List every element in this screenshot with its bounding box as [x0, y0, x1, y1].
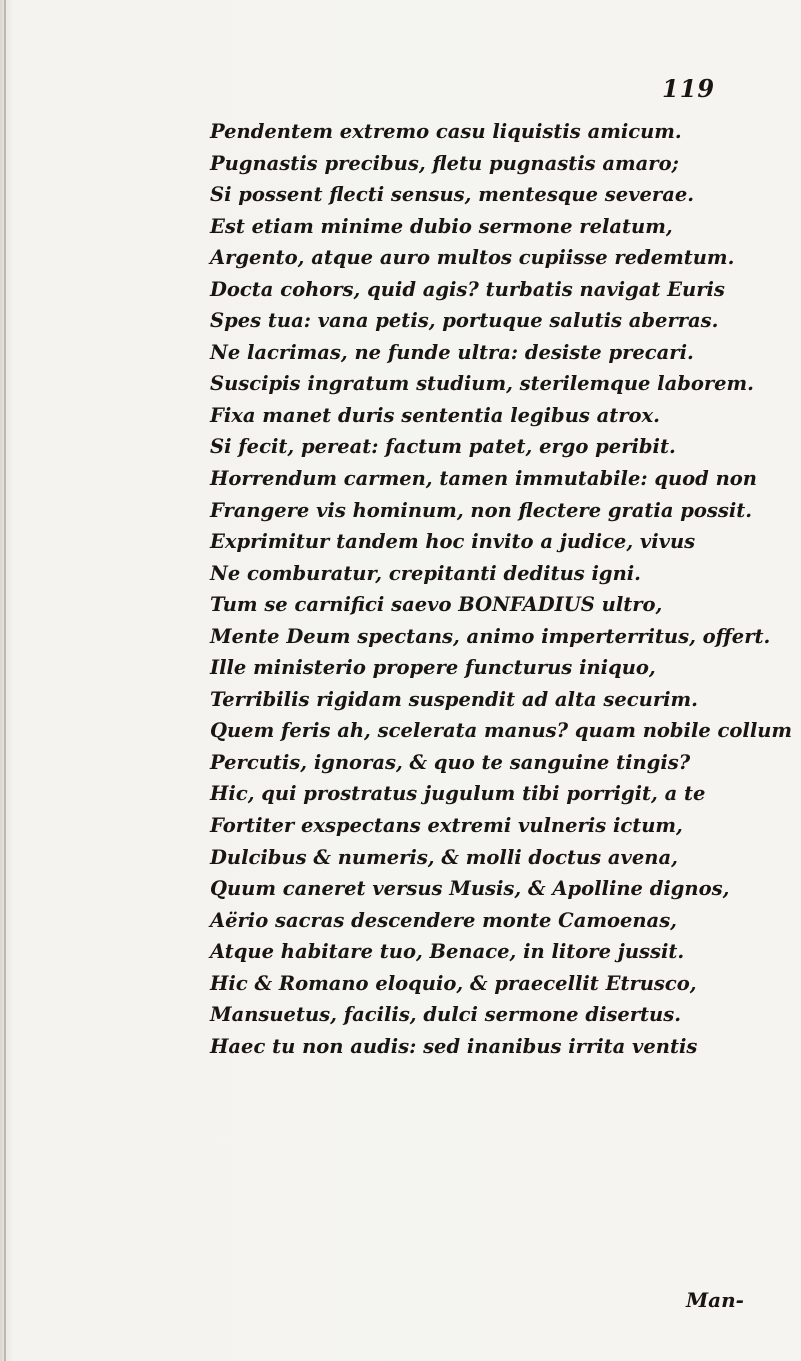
verse-line: Haec tu non audis: sed inanibus irrita ventis — [210, 1034, 698, 1058]
page-number: 119 — [662, 74, 716, 103]
verse-line: Si fecit, pereat: factum patet, ergo peribit. — [210, 435, 676, 459]
verse-line: Hic & Romano eloquio, & praecellit Etrusco, — [210, 971, 697, 995]
verse-line: Quem feris ah, scelerata manus? quam nobile collum — [210, 719, 793, 743]
verse-line: Hic, qui prostratus jugulum tibi porrigit, a te — [210, 782, 706, 806]
verse-line: Atque habitare tuo, Benace, in litore jussit. — [210, 940, 685, 964]
verse-line: Docta cohors, quid agis? turbatis navigat Euris — [210, 277, 725, 301]
verse-line: Pugnastis precibus, fletu pugnastis amaro; — [210, 151, 679, 175]
verse-line: Ne comburatur, crepitanti deditus igni. — [210, 561, 641, 585]
verse-line: Ille ministerio propere functurus iniquo, — [210, 656, 656, 680]
verse-line: Fortiter exspectans extremi vulneris ictum, — [210, 814, 683, 838]
verse-line: Quum caneret versus Musis, & Apolline dignos, — [210, 877, 730, 901]
verse-line: Fixa manet duris sententia legibus atrox. — [210, 403, 660, 427]
verse-line: Dulcibus & numeris, & molli doctus avena, — [210, 845, 678, 869]
verse-line: Suscipis ingratum studium, sterilemque laborem. — [210, 372, 754, 396]
verse-line: Pendentem extremo casu liquistis amicum. — [210, 120, 682, 143]
verse-line: Tum se carnifici saevo BONFADIUS ultro, — [210, 593, 663, 617]
verse-line: Spes tua: vana petis, portuque salutis aberras. — [210, 309, 719, 333]
verse-line: Percutis, ignoras, & quo te sanguine tingis? — [210, 750, 691, 774]
verse-line: Si possent flecti sensus, mentesque severae. — [210, 183, 695, 207]
poem-text — [210, 116, 798, 1062]
verse-line: Exprimitur tandem hoc invito a judice, vivus — [210, 530, 696, 554]
verse-line: Mente Deum spectans, animo imperterritus, offert. — [210, 624, 771, 648]
verse-line: Aërio sacras descendere monte Camoenas, — [210, 908, 677, 932]
verse-line: Ne lacrimas, ne funde ultra: desiste precari. — [210, 340, 694, 364]
verse-line: Mansuetus, facilis, dulci sermone disertus. — [210, 1003, 681, 1027]
verse-line: Horrendum carmen, tamen immutabile: quod non — [210, 467, 757, 491]
verse-line: Argento, atque auro multos cupiisse redemtum. — [210, 246, 735, 270]
binding-gutter — [4, 0, 6, 1361]
verse-line: Est etiam minime dubio sermone relatum, — [210, 214, 673, 238]
verse-line: Terribilis rigidam suspendit ad alta securim. — [210, 687, 698, 711]
catchword: Man- — [686, 1288, 744, 1312]
verse-line: Frangere vis hominum, non flectere gratia possit. — [210, 498, 753, 522]
